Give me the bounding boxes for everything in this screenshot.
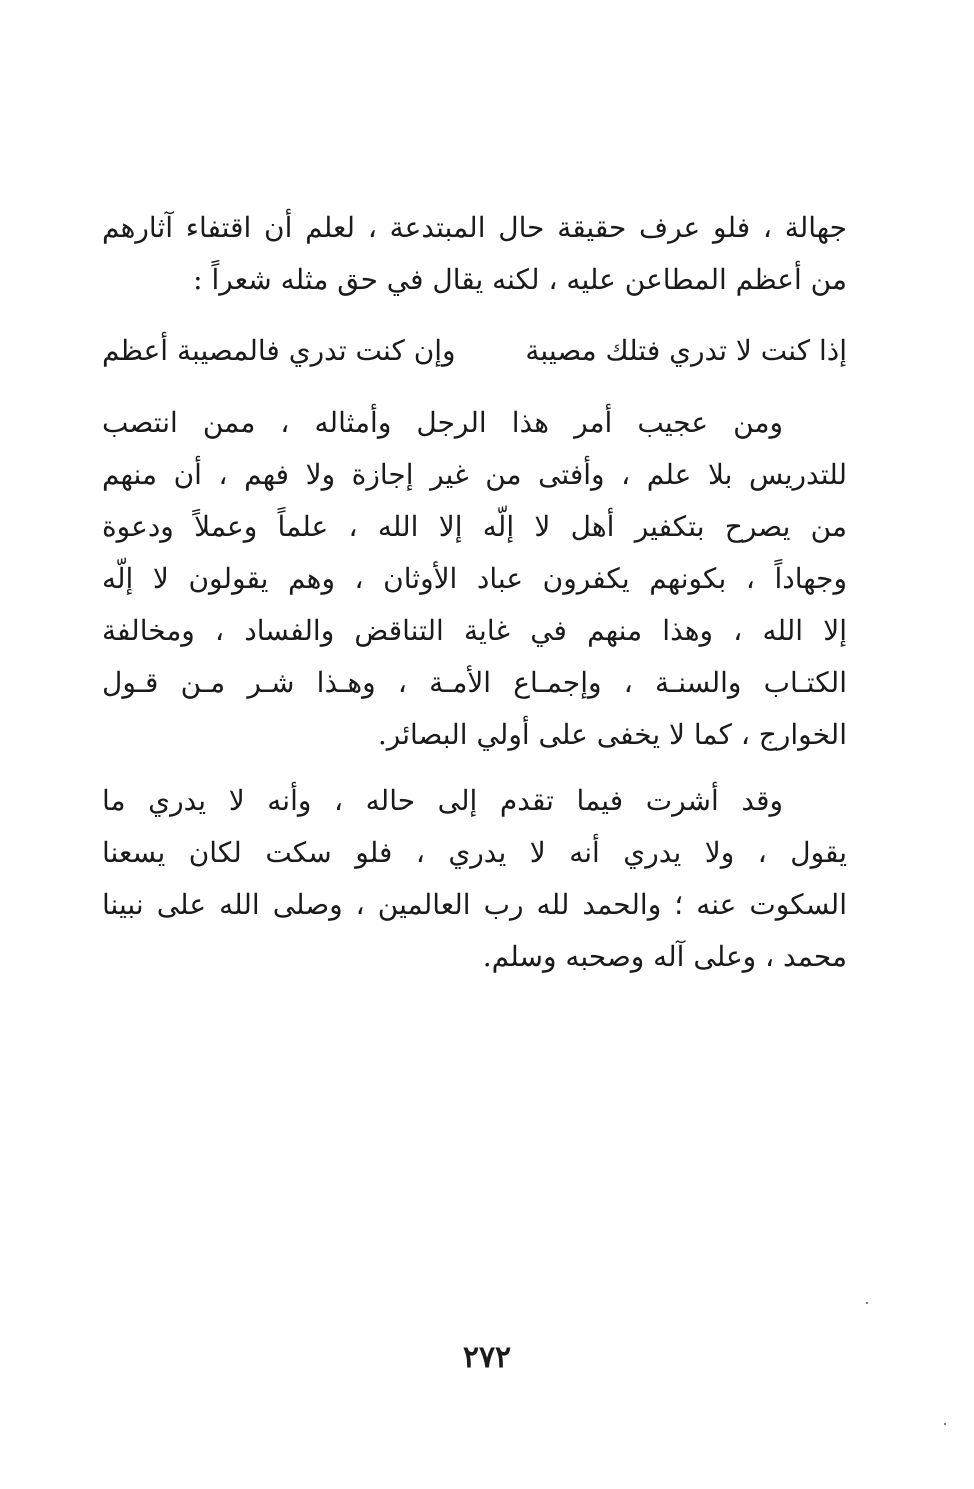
text-line: من أعظم المطاعن عليه ، لكنه يقال في حق مثله شعراً : — [193, 263, 847, 296]
text-line: جهالة ، فلو عرف حقيقة حال المبتدعة ، لعلم أن اقتفاء آثارهم — [102, 211, 847, 244]
text-line: وجهاداً ، بكونهم يكفرون عباد الأوثان ، وهم يقولون لا إلّه — [102, 562, 847, 595]
text-line: محمد ، وعلى آله وصحبه وسلم. — [482, 940, 847, 973]
body-paragraph-1 — [102, 397, 847, 761]
text-line: للتدريس بلا علم ، وأفتى من غير إجازة ولا فهم ، أن منهم — [102, 458, 847, 491]
text-line: يقول ، ولا يدري أنه لا يدري ، فلو سكت لكان يسعنا — [102, 836, 847, 869]
intro-paragraph — [102, 202, 847, 306]
poetry-verse — [102, 325, 847, 377]
scan-speck — [866, 1302, 868, 1304]
text-line: من يصرح بتكفير أهل لا إلّه إلا الله ، علماً وعملاً ودعوة — [102, 510, 847, 543]
text-line: وقد أشرت فيما تقدم إلى حاله ، وأنه لا يدري ما — [102, 784, 783, 817]
body-paragraph-2 — [102, 775, 847, 983]
scan-speck — [944, 1423, 946, 1425]
text-line: الخوارج ، كما لا يخفى على أولي البصائر. — [377, 718, 847, 751]
verse-second-hemistich: وإن كنت تدري فالمصيبة أعظم — [102, 334, 456, 367]
text-line: السكوت عنه ؛ والحمد لله رب العالمين ، وصلى الله على نبينا — [102, 888, 847, 921]
text-line: إلا الله ، وهذا منهم في غاية التناقض والفساد ، ومخالفة — [102, 614, 847, 647]
page-number: ٢٧٢ — [462, 1340, 512, 1375]
text-line: الكتـاب والسنـة ، وإجمـاع الأمـة ، وهـذا شـر مـن قـول — [102, 666, 847, 699]
verse-first-hemistich: إذا كنت لا تدري فتلك مصيبة — [525, 334, 847, 367]
text-line: ومن عجيب أمر هذا الرجل وأمثاله ، ممن انتصب — [102, 406, 783, 439]
